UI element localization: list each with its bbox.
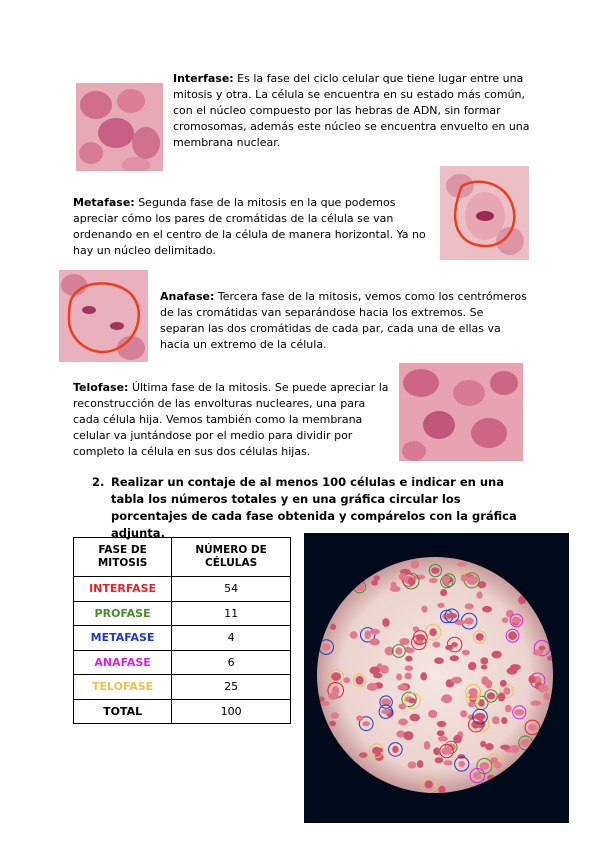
cell-nucleus-dot bbox=[501, 717, 507, 724]
cell-nucleus-dot bbox=[520, 739, 530, 747]
cell-nucleus-dot bbox=[403, 731, 413, 740]
cell-nucleus-dot bbox=[399, 638, 410, 645]
cell-nucleus-dot bbox=[370, 638, 380, 645]
header-phase: FASE DE MITOSIS bbox=[74, 538, 172, 577]
interfase-title: Interfase: bbox=[173, 72, 234, 85]
phase-metafase: METAFASE bbox=[74, 626, 172, 651]
cell-nucleus-dot bbox=[396, 674, 402, 681]
anafase-title: Anafase: bbox=[160, 290, 215, 303]
cell-nucleus-dot bbox=[371, 580, 378, 586]
cell-nucleus-dot bbox=[476, 633, 484, 641]
cell-nucleus-dot bbox=[370, 629, 380, 635]
cell-nucleus-dot bbox=[502, 617, 508, 623]
table-row bbox=[74, 675, 291, 700]
cell-nucleus-dot bbox=[450, 655, 459, 661]
cell-nucleus-dot bbox=[344, 677, 351, 683]
cell-nucleus-dot bbox=[408, 762, 417, 769]
cell-nucleus-dot bbox=[468, 662, 476, 671]
metafase-description bbox=[73, 195, 435, 259]
cell-nucleus-dot bbox=[485, 680, 492, 689]
microscope-field-photo bbox=[304, 533, 569, 823]
cell-nucleus-dot bbox=[511, 617, 521, 624]
cell-nucleus-dot bbox=[505, 705, 512, 712]
cell-nucleus-dot bbox=[411, 560, 420, 568]
question-2 bbox=[92, 474, 532, 542]
cell-nucleus-dot bbox=[487, 775, 495, 781]
cell-nucleus-dot bbox=[473, 772, 482, 779]
cell-nucleus-dot bbox=[417, 760, 424, 768]
cell-nucleus-dot bbox=[438, 736, 448, 742]
cell-nucleus-dot bbox=[494, 762, 502, 769]
cell-nucleus-dot bbox=[408, 577, 414, 586]
telofase-micrograph bbox=[399, 363, 523, 461]
cell-nucleus-dot bbox=[447, 613, 458, 619]
cell-nucleus-dot bbox=[454, 620, 465, 626]
cell-nucleus-dot bbox=[370, 667, 380, 675]
cell-nucleus-dot bbox=[435, 757, 444, 763]
cell-nucleus-dot bbox=[392, 746, 398, 753]
phase-profase: PROFASE bbox=[74, 601, 172, 626]
question-number: 2. bbox=[92, 475, 105, 489]
table-row bbox=[74, 626, 291, 651]
cell-nucleus-dot bbox=[437, 603, 444, 608]
cell-nucleus-dot bbox=[480, 762, 490, 770]
cell-nucleus-dot bbox=[492, 716, 500, 724]
cell-nucleus-dot bbox=[453, 735, 462, 744]
cell-nucleus-dot bbox=[462, 650, 470, 656]
cell-nucleus-dot bbox=[359, 752, 368, 758]
cell-nucleus-dot bbox=[503, 687, 510, 695]
cell-nucleus-dot bbox=[538, 685, 549, 693]
cell-nucleus-dot bbox=[328, 692, 339, 699]
cell-nucleus-dot bbox=[416, 634, 426, 641]
cell-nucleus-dot bbox=[409, 714, 420, 721]
cell-nucleus-dot bbox=[510, 664, 521, 670]
cell-nucleus-dot bbox=[367, 683, 378, 691]
cell-nucleus-dot bbox=[514, 709, 524, 716]
table-row bbox=[74, 650, 291, 675]
table-row bbox=[74, 577, 291, 602]
cell-nucleus-dot bbox=[458, 761, 465, 767]
cell-nucleus-dot bbox=[429, 578, 438, 583]
cell-nucleus-dot bbox=[395, 647, 402, 654]
cell-nucleus-dot bbox=[355, 583, 364, 592]
cell-nucleus-dot bbox=[398, 719, 408, 726]
header-count: NÚMERO DE CÉLULAS bbox=[172, 538, 291, 577]
cell-nucleus-dot bbox=[442, 576, 450, 583]
cell-nucleus-dot bbox=[399, 573, 407, 580]
cell-nucleus-dot bbox=[362, 721, 370, 726]
cell-nucleus-dot bbox=[508, 631, 517, 640]
cell-nucleus-dot bbox=[391, 582, 397, 588]
cell-nucleus-dot bbox=[431, 567, 440, 574]
interfase-description bbox=[173, 71, 538, 151]
cell-nucleus-dot bbox=[441, 697, 451, 703]
count-interfase: 54 bbox=[172, 577, 291, 602]
cell-nucleus-dot bbox=[530, 700, 541, 705]
cell-nucleus-dot bbox=[528, 724, 537, 731]
cell-nucleus-dot bbox=[441, 747, 451, 754]
cell-nucleus-dot bbox=[498, 693, 506, 702]
cell-nucleus-dot bbox=[451, 677, 462, 684]
cell-nucleus-dot bbox=[425, 780, 433, 788]
cell-nucleus-dot bbox=[382, 618, 389, 627]
count-metafase: 4 bbox=[172, 626, 291, 651]
cell-nucleus-dot bbox=[428, 710, 437, 718]
cell-nucleus-dot bbox=[433, 748, 440, 756]
anafase-description bbox=[160, 289, 530, 353]
cell-nucleus-dot bbox=[373, 747, 383, 753]
cell-nucleus-dot bbox=[421, 606, 427, 613]
metafase-title: Metafase: bbox=[73, 196, 135, 209]
cell-nucleus-dot bbox=[432, 642, 440, 648]
cell-nucleus-dot bbox=[408, 698, 416, 703]
cell-nucleus-dot bbox=[405, 656, 412, 662]
cell-nucleus-dot bbox=[331, 672, 341, 681]
phase-total: TOTAL bbox=[74, 699, 172, 724]
cell-nucleus-dot bbox=[544, 693, 551, 701]
cell-nucleus-dot bbox=[509, 745, 519, 753]
cell-nucleus-dot bbox=[437, 721, 446, 727]
cell-nucleus-dot bbox=[464, 618, 474, 625]
cell-nucleus-dot bbox=[547, 656, 554, 661]
phase-telofase: TELOFASE bbox=[74, 675, 172, 700]
cell-nucleus-dot bbox=[320, 701, 329, 706]
cell-nucleus-dot bbox=[468, 702, 475, 708]
cell-nucleus-dot bbox=[487, 692, 495, 699]
cell-nucleus-dot bbox=[471, 721, 480, 729]
cell-nucleus-dot bbox=[457, 562, 466, 567]
cell-nucleus-dot bbox=[429, 628, 436, 636]
cell-nucleus-dot bbox=[381, 709, 390, 714]
cell-nucleus-dot bbox=[469, 688, 478, 696]
cell-nucleus-dot bbox=[380, 665, 389, 674]
cell-nucleus-dot bbox=[434, 657, 444, 664]
phase-interfase: INTERFASE bbox=[74, 577, 172, 602]
table-header-row bbox=[74, 538, 291, 577]
cell-nucleus-dot bbox=[485, 743, 494, 750]
cell-nucleus-dot bbox=[444, 760, 453, 765]
cell-nucleus-dot bbox=[506, 610, 514, 618]
telofase-text: Última fase de la mitosis. Se puede apreciar la reconstrucción de las envolturas nucleares, una para cada célula hija. Vemos también como la membrana celular va juntándose por el medio para dividir por completo la célula en sus dos células hijas. bbox=[73, 381, 389, 458]
cell-nucleus-dot bbox=[404, 673, 411, 680]
cell-nucleus-dot bbox=[492, 651, 502, 659]
table-row bbox=[74, 699, 291, 724]
cell-nucleus-dot bbox=[440, 589, 447, 596]
cell-nucleus-dot bbox=[356, 716, 363, 722]
cell-nucleus-dot bbox=[482, 606, 492, 613]
cell-nucleus-dot bbox=[329, 721, 336, 727]
metafase-micrograph bbox=[440, 166, 529, 260]
cell-nucleus-dot bbox=[437, 730, 445, 736]
anafase-micrograph bbox=[59, 270, 148, 362]
cell-nucleus-dot bbox=[500, 680, 507, 687]
cell-nucleus-dot bbox=[467, 576, 478, 585]
cell-nucleus-dot bbox=[481, 665, 488, 670]
cell-nucleus-dot bbox=[465, 603, 474, 609]
metafase-text: Segunda fase de la mitosis en la que podemos apreciar cómo los pares de cromátidas de la célula se van ordenando en el centro de la célula de manera horizontal. Ya no hay un núcleo delimitado. bbox=[73, 196, 426, 257]
cell-nucleus-dot bbox=[330, 624, 336, 630]
cell-nucleus-dot bbox=[322, 644, 331, 651]
cell-nucleus-dot bbox=[331, 712, 339, 719]
cell-nucleus-dot bbox=[350, 631, 358, 639]
cell-nucleus-dot bbox=[461, 574, 467, 582]
count-total: 100 bbox=[172, 699, 291, 724]
anafase-text: Tercera fase de la mitosis, vemos como los centrómeros de las cromátidas van separándose hacia los extremos. Se separan las dos cromátidas de cada par, cada una de ellas va hacia un extremo de la célula. bbox=[160, 290, 527, 351]
count-anafase: 6 bbox=[172, 650, 291, 675]
table-row bbox=[74, 601, 291, 626]
cell-nucleus-dot bbox=[500, 745, 510, 750]
cell-nucleus-dot bbox=[405, 665, 413, 671]
cell-nucleus-dot bbox=[480, 657, 488, 664]
cell-nucleus-dot bbox=[438, 786, 445, 794]
telofase-description bbox=[73, 380, 395, 460]
question-text: Realizar un contaje de al menos 100 células e indicar en una tabla los números totales y en una gráfica circular los porcentajes de cada fase obtenida y compárelos con la gráfica adjunta. bbox=[111, 475, 517, 540]
cell-nucleus-dot bbox=[355, 676, 363, 685]
interfase-text: Es la fase del ciclo celular que tiene lugar entre una mitosis y otra. La célula se encuentra en su estado más común, con el núcleo compuesto por las hebras de ADN, sin formar cromosomas, además este núcleo se encuentra envuelto en una membrana nuclear. bbox=[173, 72, 530, 149]
mitosis-count-table bbox=[73, 537, 291, 724]
cell-nucleus-dot bbox=[528, 675, 535, 683]
count-profase: 11 bbox=[172, 601, 291, 626]
cell-nucleus-dot bbox=[445, 645, 453, 650]
count-telofase: 25 bbox=[172, 675, 291, 700]
cell-nucleus-dot bbox=[420, 672, 427, 680]
cell-nucleus-dot bbox=[475, 713, 486, 721]
cell-nucleus-dot bbox=[424, 741, 430, 750]
cell-nucleus-dot bbox=[533, 650, 544, 656]
cell-nucleus-dot bbox=[518, 596, 526, 605]
cell-nucleus-dot bbox=[398, 684, 408, 690]
cell-nucleus-dot bbox=[476, 591, 482, 598]
cell-nucleus-dot bbox=[460, 710, 467, 717]
interfase-micrograph bbox=[76, 83, 163, 171]
phase-anafase: ANAFASE bbox=[74, 650, 172, 675]
telofase-title: Telofase: bbox=[73, 381, 129, 394]
